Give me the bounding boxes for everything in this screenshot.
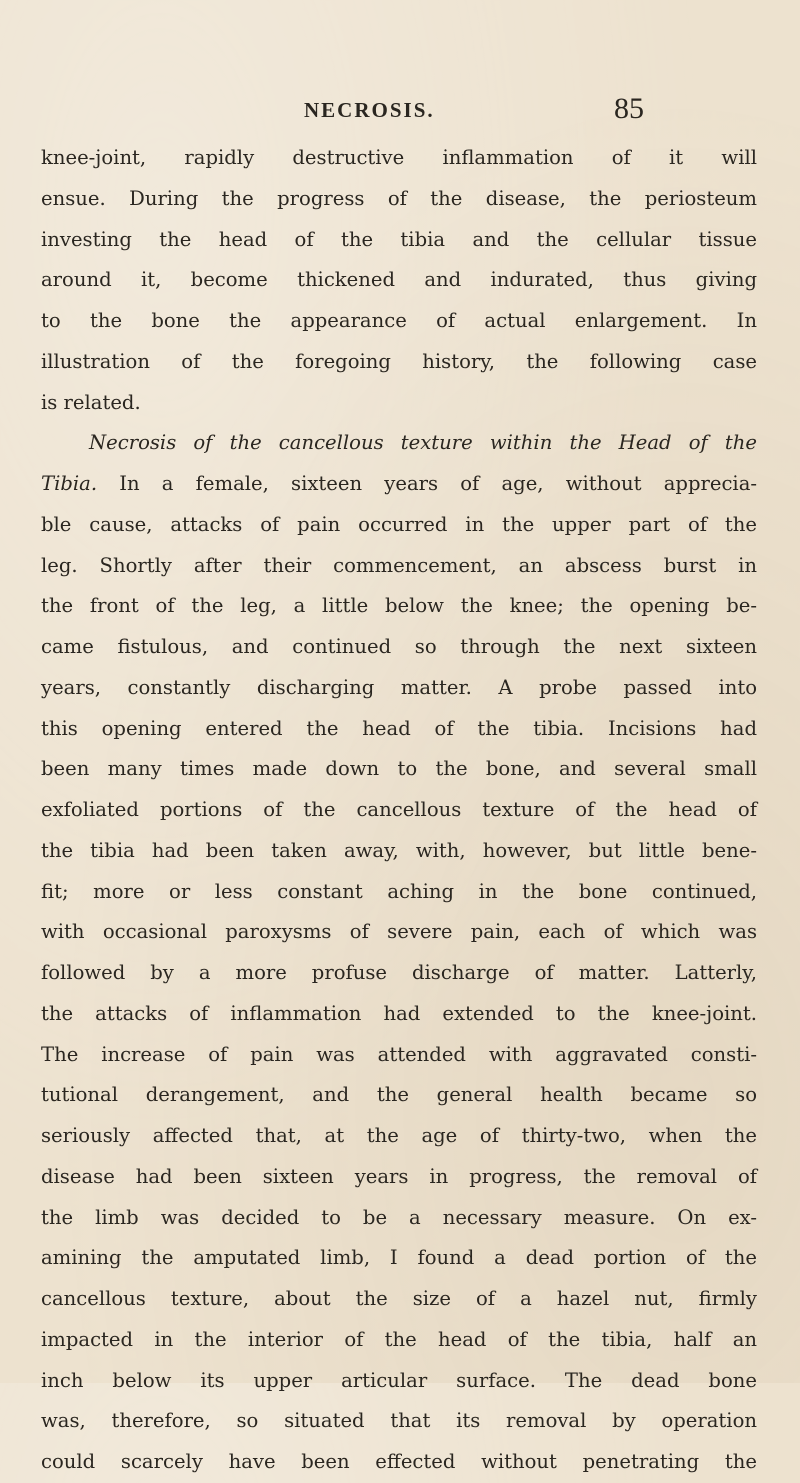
text-line: been many times made down to the bone, and several small [41, 757, 757, 781]
text-line: amining the amputated limb, I found a dead portion of the [41, 1246, 757, 1270]
case-title-line: Necrosis of the cancellous texture within the Head of the [89, 431, 757, 455]
text-line: seriously affected that, at the age of thirty-two, when the [41, 1124, 757, 1147]
running-head [0, 92, 800, 128]
text-line: to the bone the appearance of actual enlargement. In [41, 309, 757, 332]
text-line: tutional derangement, and the general health became so [41, 1083, 757, 1107]
text-line: around it, become thickened and indurated, thus giving [41, 268, 757, 292]
text-line: years, constantly discharging matter. A probe passed into [41, 675, 757, 699]
text-line: investing the head of the tibia and the cellular tissue [41, 227, 757, 251]
text-line-rest: In a female, sixteen years of age, without apprecia- [97, 472, 757, 495]
text-line: The increase of pain was attended with aggravated consti- [41, 1042, 757, 1066]
text-line: could scarcely have been effected without penetrating the [41, 1450, 757, 1473]
text-line: the tibia had been taken away, with, however, but little bene- [41, 838, 757, 862]
text-line: the attacks of inflammation had extended to the knee-joint. [41, 1001, 757, 1025]
text-line: leg. Shortly after their commencement, an abscess burst in [41, 553, 757, 577]
case-title-end: Tibia. [41, 472, 98, 495]
text-line: impacted in the interior of the head of the tibia, half an [41, 1327, 757, 1351]
text-line: ensue. During the progress of the disease, the periosteum [41, 186, 757, 210]
text-line: cancellous texture, about the size of a hazel nut, firmly [41, 1287, 757, 1310]
text-line: was, therefore, so situated that its removal by operation [41, 1409, 757, 1433]
text-line: inch below its upper articular surface. The dead bone [41, 1368, 757, 1392]
body-text [41, 138, 757, 1483]
text-line: ble cause, attacks of pain occurred in the upper part of the [41, 512, 757, 536]
text-line: with occasional paroxysms of severe pain, each of which was [41, 920, 757, 944]
text-line: the front of the leg, a little below the knee; the opening be- [41, 594, 757, 618]
text-line: exfoliated portions of the cancellous texture of the head of [41, 798, 757, 821]
text-line: came fistulous, and continued so through the next sixteen [41, 635, 757, 658]
text-line: disease had been sixteen years in progress, the removal of [41, 1164, 757, 1188]
text-line: followed by a more profuse discharge of matter. Latterly, [41, 961, 757, 984]
text-line: this opening entered the head of the tibia. Incisions had [41, 716, 757, 740]
text-line: knee-joint, rapidly destructive inflammation of it will [41, 146, 757, 169]
page-number: 85 [614, 92, 644, 125]
text-line: the limb was decided to be a necessary measure. On ex- [41, 1205, 757, 1229]
text-line: is related. [41, 390, 141, 414]
text-line [41, 464, 757, 505]
text-line: illustration of the foregoing history, the following case [41, 349, 757, 373]
text-line: fit; more or less constant aching in the bone continued, [41, 879, 757, 903]
running-head-title: NECROSIS. [304, 98, 435, 122]
